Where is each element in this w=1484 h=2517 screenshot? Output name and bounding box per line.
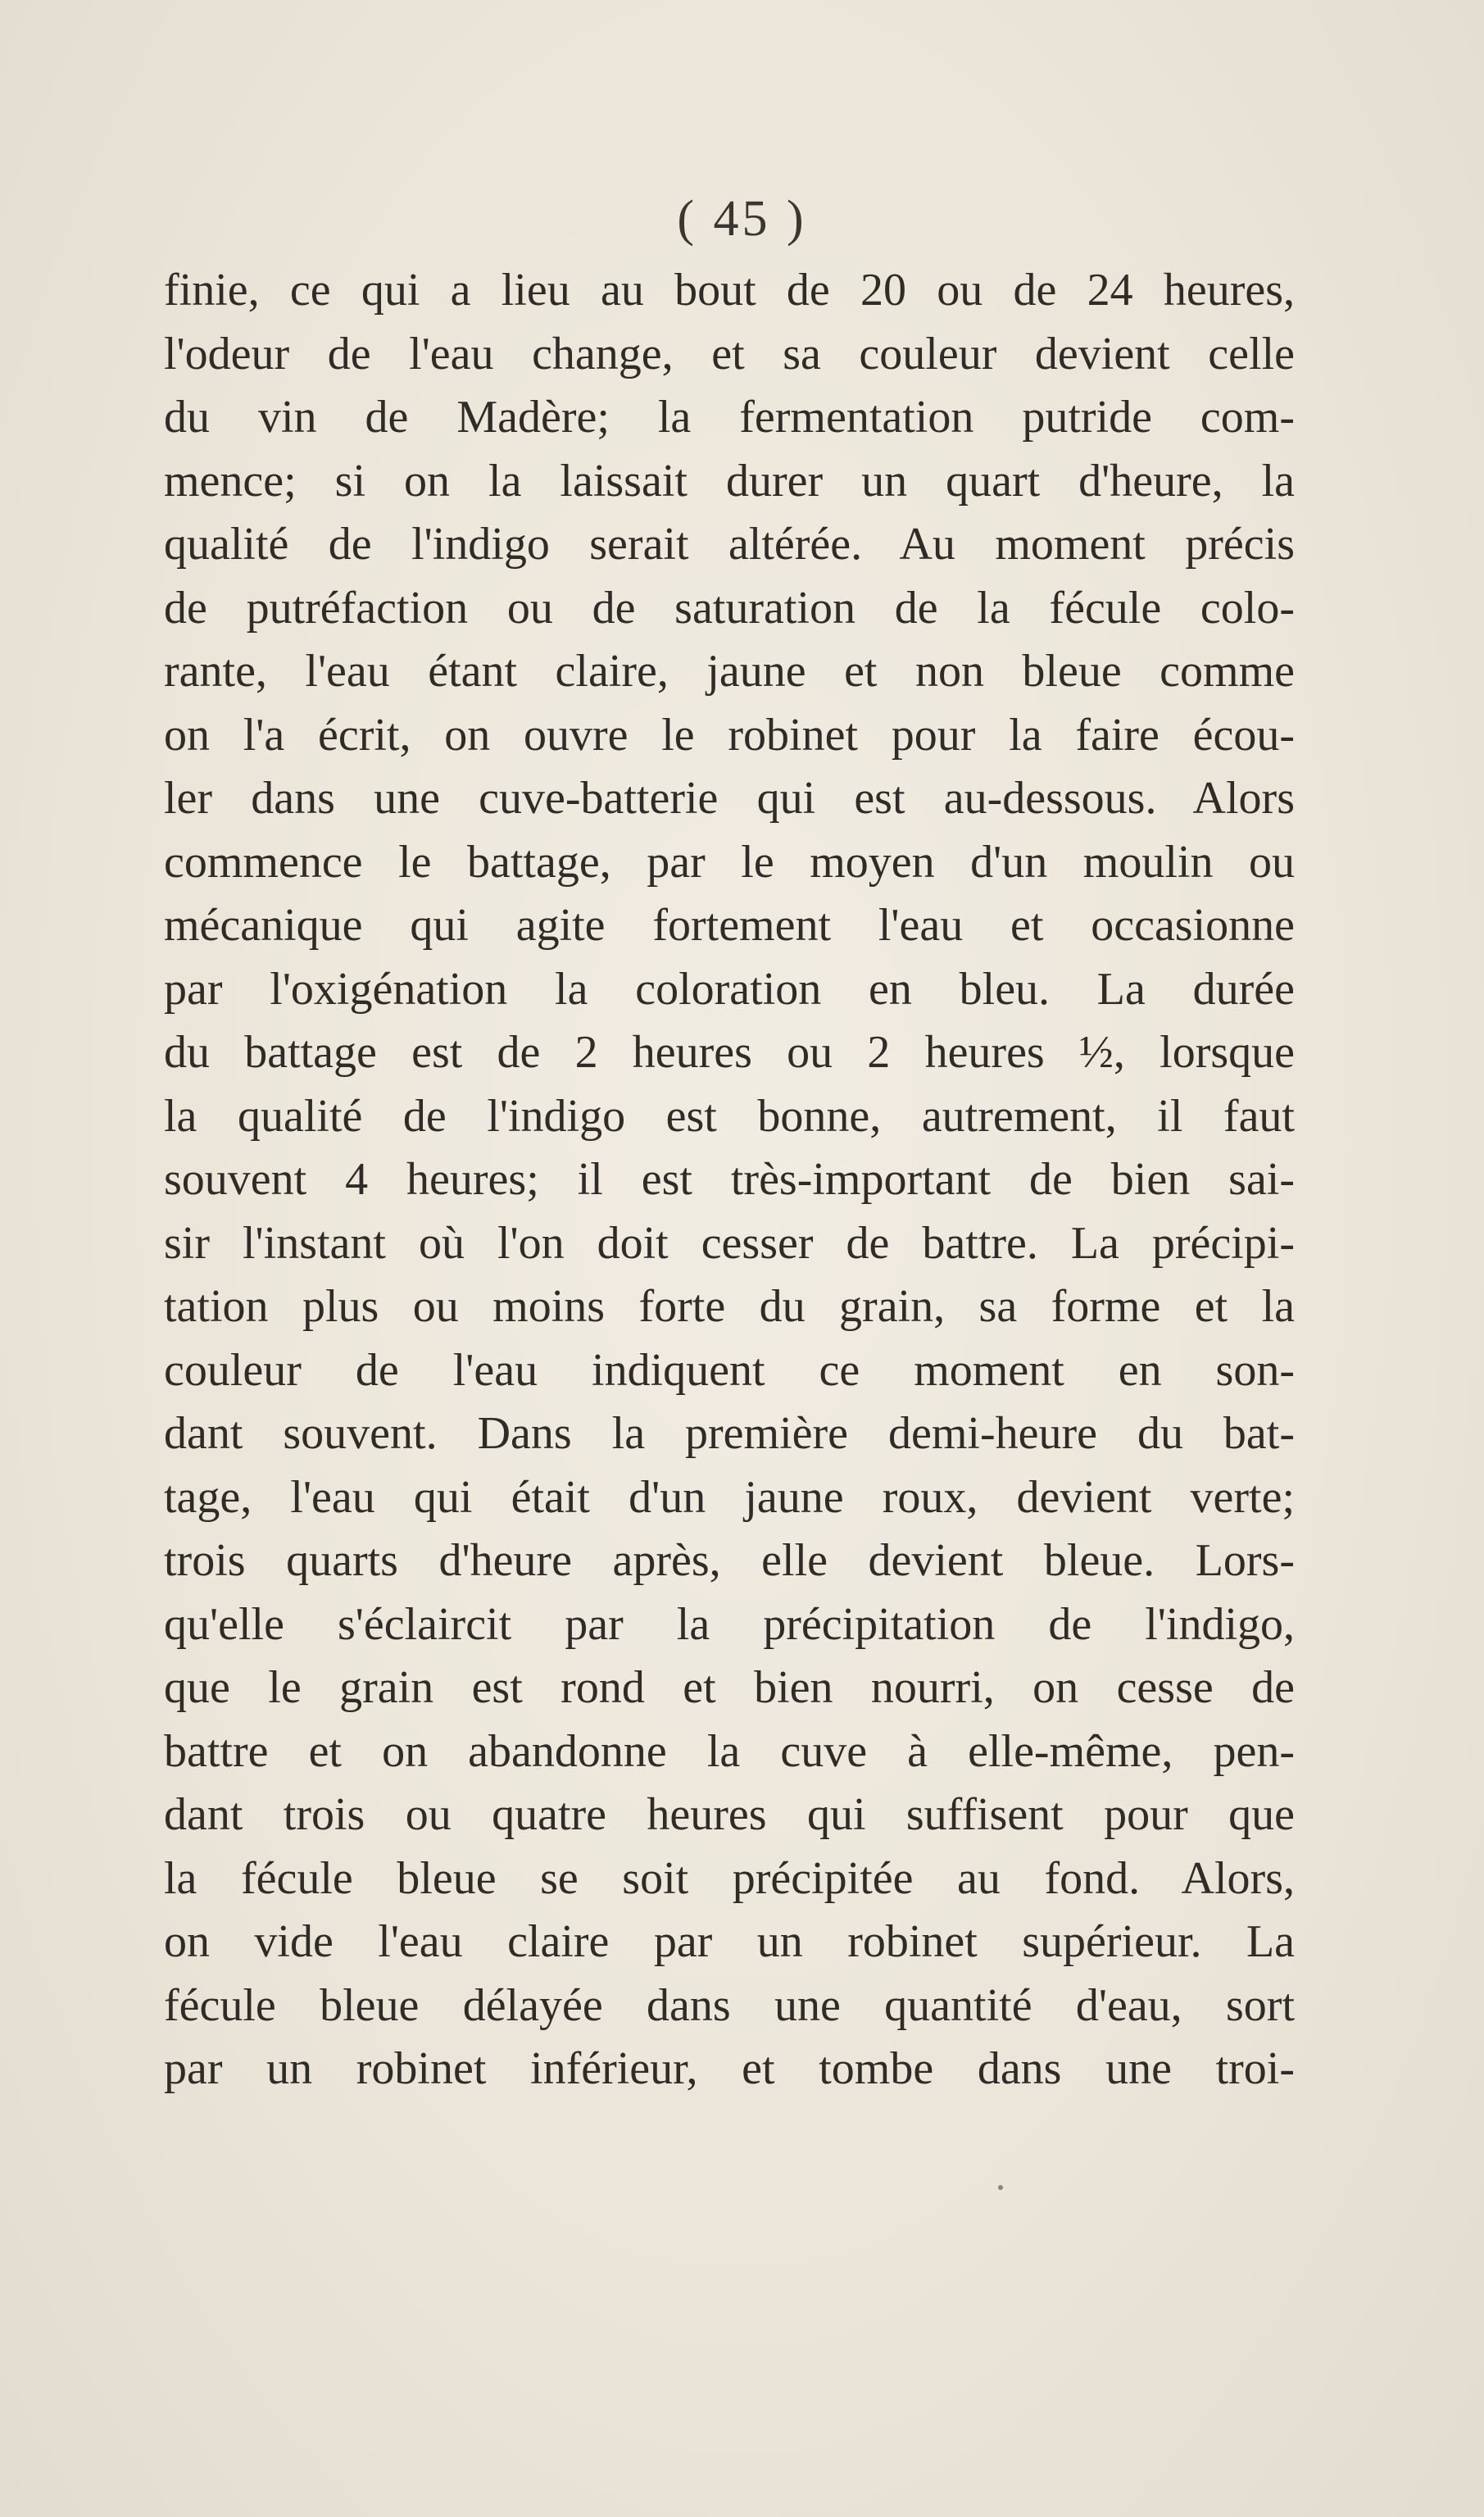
text-line: commence le battage, par le moyen d'un moulin ou <box>164 836 1295 888</box>
text-line: couleur de l'eau indiquent ce moment en son- <box>164 1344 1295 1396</box>
text-line: fécule bleue délayée dans une quantité d'eau, sort <box>164 1979 1295 2031</box>
text-line: battre et on abandonne la cuve à elle-même, pen- <box>164 1725 1295 1777</box>
text-line: trois quarts d'heure après, elle devient bleue. Lors- <box>164 1535 1295 1586</box>
text-line: que le grain est rond et bien nourri, on cesse de <box>164 1662 1295 1713</box>
text-line: la fécule bleue se soit précipitée au fond. Alors, <box>164 1852 1295 1904</box>
text-line: tation plus ou moins forte du grain, sa forme et la <box>164 1281 1295 1332</box>
text-line: souvent 4 heures; il est très-important de bien sai- <box>164 1154 1295 1205</box>
text-line: finie, ce qui a lieu au bout de 20 ou de 24 heures, <box>164 265 1295 316</box>
text-line: la qualité de l'indigo est bonne, autrement, il faut <box>164 1090 1295 1142</box>
text-line: ler dans une cuve-batterie qui est au-dessous. Alors <box>164 773 1295 824</box>
text-line: du battage est de 2 heures ou 2 heures ½, lorsque <box>164 1027 1295 1078</box>
text-line: de putréfaction ou de saturation de la fécule colo- <box>164 582 1295 634</box>
text-line: tage, l'eau qui était d'un jaune roux, devient verte; <box>164 1471 1295 1523</box>
text-line: sir l'instant où l'on doit cesser de battre. La précipi- <box>164 1217 1295 1269</box>
text-line: on l'a écrit, on ouvre le robinet pour la faire écou- <box>164 709 1295 761</box>
body-text <box>164 259 1295 2101</box>
text-line: qu'elle s'éclaircit par la précipitation de l'indigo, <box>164 1598 1295 1650</box>
text-line: mence; si on la laissait durer un quart d'heure, la <box>164 455 1295 507</box>
text-line: par l'oxigénation la coloration en bleu. La durée <box>164 963 1295 1015</box>
page-number: ( 45 ) <box>677 191 807 247</box>
text-line: mécanique qui agite fortement l'eau et occasionne <box>164 900 1295 951</box>
text-line: dant trois ou quatre heures qui suffisent pour que <box>164 1789 1295 1840</box>
text-line: du vin de Madère; la fermentation putride com- <box>164 392 1295 443</box>
text-line: dant souvent. Dans la première demi-heure du bat- <box>164 1408 1295 1459</box>
paper-speck <box>998 2185 1003 2190</box>
text-line: qualité de l'indigo serait altérée. Au moment précis <box>164 519 1295 570</box>
text-line: on vide l'eau claire par un robinet supérieur. La <box>164 1916 1295 1967</box>
text-line: rante, l'eau étant claire, jaune et non bleue comme <box>164 646 1295 697</box>
text-line: par un robinet inférieur, et tombe dans une troi- <box>164 2043 1295 2094</box>
text-line: l'odeur de l'eau change, et sa couleur devient celle <box>164 328 1295 379</box>
